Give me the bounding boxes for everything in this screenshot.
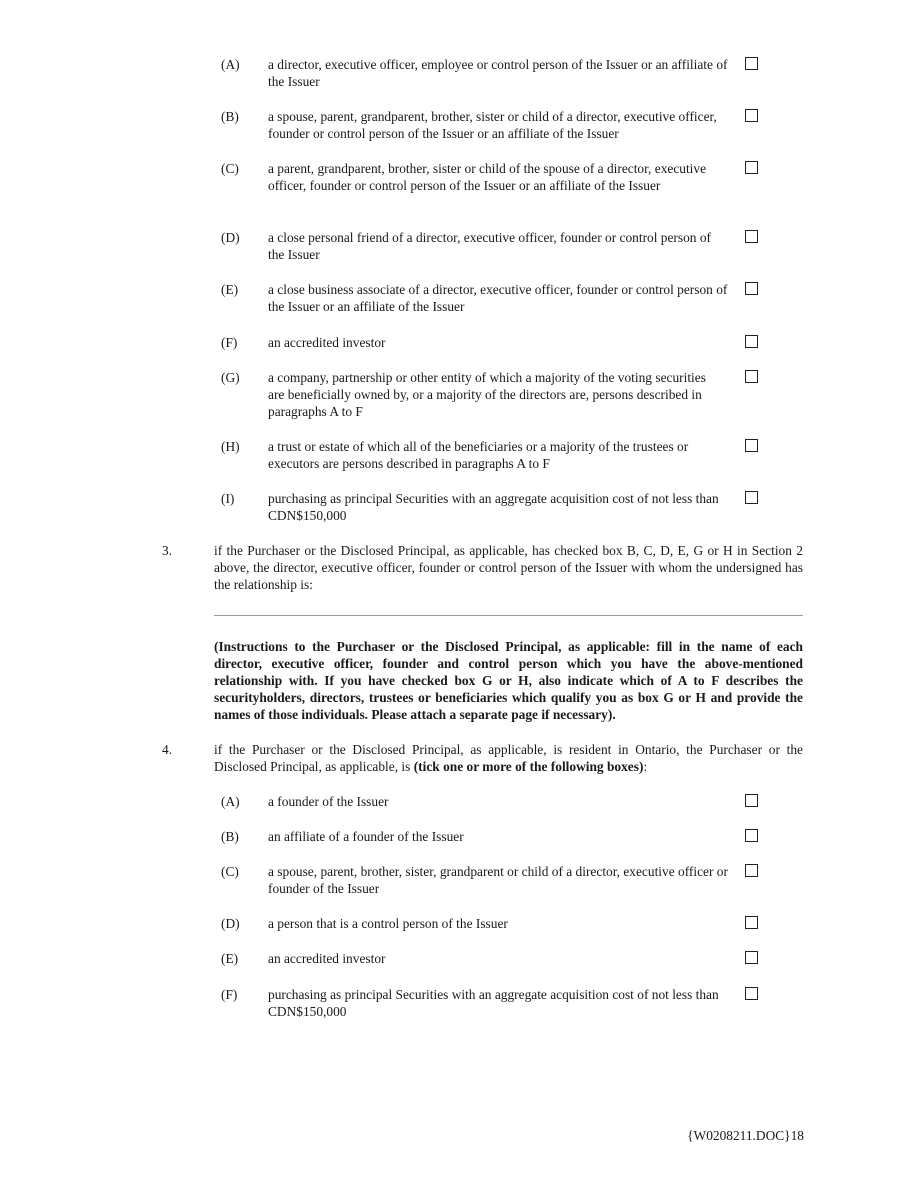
item-text: a person that is a control person of the Issuer bbox=[268, 916, 508, 931]
checkbox[interactable] bbox=[745, 282, 758, 295]
item-label: (D) bbox=[221, 916, 240, 931]
checkbox[interactable] bbox=[745, 439, 758, 452]
item-text: a parent, grandparent, brother, sister or child of the spouse of a director, executive officer, founder or control person of the Issuer or an affiliate of the Issuer bbox=[268, 161, 707, 193]
section3-instructions: (Instructions to the Purchaser or the Disclosed Principal, as applicable: fill in the name of each director, executive officer, founder and control person which you have the above-mentioned relationship with. If you have checked box G or H, also indicate which of A to F describes the securityholders, directors, trustees or beneficiaries which qualify you as box G or H and provide the names of those individuals. Please attach a separate page if necessary). bbox=[214, 639, 803, 722]
item-label: (B) bbox=[221, 109, 239, 124]
checkbox[interactable] bbox=[745, 230, 758, 243]
item-label: (F) bbox=[221, 335, 238, 350]
item-text: an affiliate of a founder of the Issuer bbox=[268, 829, 464, 844]
item-label: (H) bbox=[221, 439, 240, 454]
item-text: a company, partnership or other entity of which a majority of the voting securities are beneficially owned by, or a majority of the directors are, persons described in paragraphs A to F bbox=[268, 370, 706, 419]
checkbox[interactable] bbox=[745, 951, 758, 964]
item-text: an accredited investor bbox=[268, 335, 386, 350]
item-text: a close business associate of a director, executive officer, founder or control person of the Issuer or an affiliate of the Issuer bbox=[268, 282, 728, 314]
item-text: a founder of the Issuer bbox=[268, 794, 389, 809]
item-text: a trust or estate of which all of the beneficiaries or a majority of the trustees or executors are persons described in paragraphs A to F bbox=[268, 439, 689, 471]
checkbox[interactable] bbox=[745, 109, 758, 122]
checkbox[interactable] bbox=[745, 829, 758, 842]
document-footer: {W0208211.DOC}18 bbox=[687, 1128, 804, 1143]
section4-number: 4. bbox=[162, 742, 173, 757]
item-label: (A) bbox=[221, 794, 240, 809]
item-text: a spouse, parent, brother, sister, grandparent or child of a director, executive officer or founder of the Issuer bbox=[268, 864, 728, 896]
section4-text-bold: (tick one or more of the following boxes) bbox=[413, 759, 644, 774]
item-text: a director, executive officer, employee or control person of the Issuer or an affiliate of the Issuer bbox=[268, 57, 728, 89]
relationship-name-line[interactable] bbox=[214, 615, 803, 616]
checkbox[interactable] bbox=[745, 335, 758, 348]
item-label: (G) bbox=[221, 370, 240, 385]
checkbox[interactable] bbox=[745, 491, 758, 504]
item-text: purchasing as principal Securities with an aggregate acquisition cost of not less than CDN$150,000 bbox=[268, 987, 719, 1019]
item-label: (I) bbox=[221, 491, 235, 506]
section4-text bbox=[214, 741, 803, 775]
item-label: (F) bbox=[221, 987, 238, 1002]
item-label: (E) bbox=[221, 951, 239, 966]
item-label: (A) bbox=[221, 57, 240, 72]
item-label: (D) bbox=[221, 230, 240, 245]
checkbox[interactable] bbox=[745, 864, 758, 877]
item-label: (E) bbox=[221, 282, 239, 297]
item-label: (C) bbox=[221, 864, 239, 879]
checkbox[interactable] bbox=[745, 987, 758, 1000]
section3-number: 3. bbox=[162, 543, 173, 558]
checkbox[interactable] bbox=[745, 161, 758, 174]
checkbox[interactable] bbox=[745, 57, 758, 70]
checkbox[interactable] bbox=[745, 916, 758, 929]
item-label: (B) bbox=[221, 829, 239, 844]
section3-text: if the Purchaser or the Disclosed Principal, as applicable, has checked box B, C, D, E, G or H in Section 2 above, the director, executive officer, founder or control person of the Issuer with whom the undersigned has the relationship is: bbox=[214, 543, 803, 592]
item-text: a close personal friend of a director, executive officer, founder or control person of the Issuer bbox=[268, 230, 711, 262]
item-text: a spouse, parent, grandparent, brother, sister or child of a director, executive officer, founder or control person of the Issuer or an affiliate of the Issuer bbox=[268, 109, 717, 141]
checkbox[interactable] bbox=[745, 370, 758, 383]
item-text: an accredited investor bbox=[268, 951, 386, 966]
checkbox[interactable] bbox=[745, 794, 758, 807]
section4-text-end: : bbox=[643, 759, 648, 774]
item-text: purchasing as principal Securities with an aggregate acquisition cost of not less than CDN$150,000 bbox=[268, 491, 719, 523]
section4-text-main: if the Purchaser or the Disclosed Principal, as applicable, is resident in Ontario, the Purchaser or the Disclosed Principal, as applicable, is bbox=[214, 742, 803, 774]
item-label: (C) bbox=[221, 161, 239, 176]
